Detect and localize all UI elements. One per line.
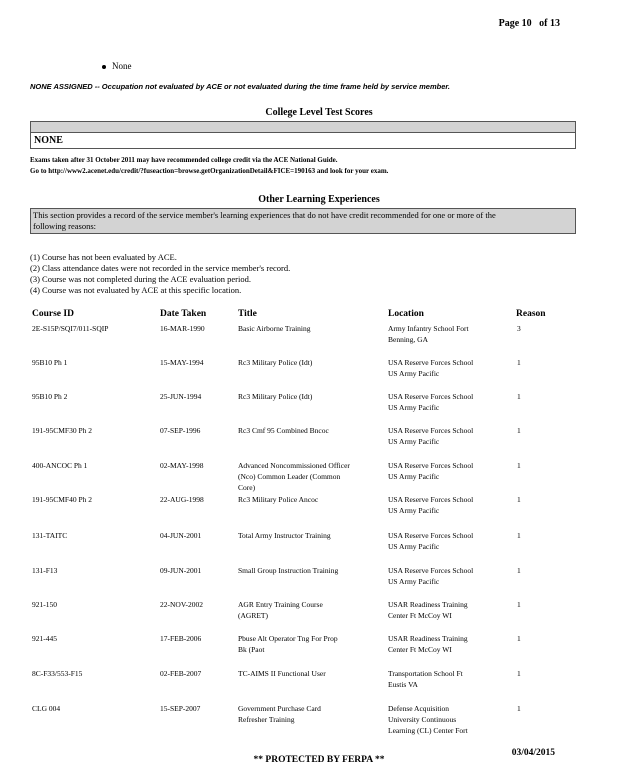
title-cell bbox=[238, 633, 380, 655]
course-id-cell: 131-TAITC bbox=[32, 531, 68, 540]
date-taken-cell: 16-MAR-1990 bbox=[160, 324, 205, 333]
location-cell-line: University Continuous bbox=[388, 715, 457, 724]
location-cell-line: Benning, GA bbox=[388, 335, 428, 344]
reason-cell: 1 bbox=[517, 669, 521, 678]
title-cell bbox=[238, 530, 380, 541]
title-cell bbox=[238, 599, 380, 621]
none-assigned-note: NONE ASSIGNED -- Occupation not evaluated by ACE or not evaluated during the time frame held by service member. bbox=[30, 82, 450, 91]
college-tests-header-bar bbox=[30, 121, 576, 133]
title-cell-line: AGR Entry Training Course bbox=[238, 600, 323, 609]
college-tests-value: NONE bbox=[30, 133, 576, 149]
title-cell bbox=[238, 494, 380, 505]
location-cell-line: Army Infantry School Fort bbox=[388, 324, 469, 333]
title-cell-line: Pbuse Alt Operator Tng For Prop bbox=[238, 634, 338, 643]
course-id-cell: 191-95CMF40 Ph 2 bbox=[32, 495, 93, 504]
location-cell bbox=[388, 425, 513, 447]
reason-item: (4) Course was not evaluated by ACE at this specific location. bbox=[30, 285, 242, 295]
date-taken-cell: 07-SEP-1996 bbox=[160, 426, 201, 435]
title-cell-line: Total Army Instructor Training bbox=[238, 531, 331, 540]
location-cell-line: USA Reserve Forces School bbox=[388, 461, 474, 470]
location-cell-line: Learning (CL) Center Fort bbox=[388, 726, 468, 735]
location-cell-line: Eustis VA bbox=[388, 680, 418, 689]
date-taken-cell: 09-JUN-2001 bbox=[160, 566, 202, 575]
reason-cell: 1 bbox=[517, 461, 521, 470]
location-cell-line: USA Reserve Forces School bbox=[388, 566, 474, 575]
course-id-cell: 8C-F33/553-F15 bbox=[32, 669, 83, 678]
location-cell-line: US Army Pacific bbox=[388, 506, 440, 515]
exam-note-line: Exams taken after 31 October 2011 may have recommended college credit via the ACE National Guide. bbox=[30, 156, 338, 164]
location-cell bbox=[388, 494, 513, 516]
course-id-cell: 95B10 Ph 2 bbox=[32, 392, 68, 401]
title-cell bbox=[238, 668, 380, 679]
location-cell bbox=[388, 391, 513, 413]
reason-item: (2) Class attendance dates were not recorded in the service member's record. bbox=[30, 263, 291, 273]
title-cell bbox=[238, 425, 380, 436]
course-id-cell: 921-445 bbox=[32, 634, 57, 643]
column-header-date-taken: Date Taken bbox=[160, 309, 207, 319]
location-cell-line: USA Reserve Forces School bbox=[388, 531, 474, 540]
reason-cell: 1 bbox=[517, 704, 521, 713]
other-learning-description bbox=[30, 208, 576, 234]
date-taken-cell: 04-JUN-2001 bbox=[160, 531, 202, 540]
date-taken-cell: 15-SEP-2007 bbox=[160, 704, 201, 713]
title-cell-line: Bk (Paot bbox=[238, 645, 265, 654]
location-cell-line: USAR Readiness Training bbox=[388, 634, 468, 643]
location-cell-line: US Army Pacific bbox=[388, 472, 440, 481]
title-cell bbox=[238, 323, 380, 334]
title-cell bbox=[238, 460, 380, 493]
location-cell-line: US Army Pacific bbox=[388, 403, 440, 412]
reason-item: (3) Course was not completed during the ACE evaluation period. bbox=[30, 274, 251, 284]
title-cell bbox=[238, 565, 380, 576]
location-cell bbox=[388, 357, 513, 379]
location-cell-line: USA Reserve Forces School bbox=[388, 392, 474, 401]
location-cell-line: Center Ft McCoy WI bbox=[388, 611, 452, 620]
title-cell bbox=[238, 391, 380, 402]
location-cell bbox=[388, 323, 513, 345]
description-line: This section provides a record of the service member's learning experiences that do not have credit recommended for one or more of the bbox=[33, 210, 496, 220]
location-cell bbox=[388, 565, 513, 587]
reason-cell: 1 bbox=[517, 495, 521, 504]
title-cell-line: Rc3 Military Police Ancoc bbox=[238, 495, 319, 504]
page-number: Page 10 of 13 bbox=[498, 18, 560, 29]
location-cell-line: Defense Acquisition bbox=[388, 704, 450, 713]
description-line: following reasons: bbox=[33, 221, 97, 231]
location-cell bbox=[388, 530, 513, 552]
column-header-reason: Reason bbox=[516, 309, 546, 319]
reason-cell: 1 bbox=[517, 634, 521, 643]
location-cell bbox=[388, 599, 513, 621]
location-cell-line: USA Reserve Forces School bbox=[388, 358, 474, 367]
date-taken-cell: 02-FEB-2007 bbox=[160, 669, 202, 678]
course-id-cell: CLG 004 bbox=[32, 704, 61, 713]
exam-note-line: Go to http://www2.acenet.edu/credit/?fuseaction=browse.getOrganizationDetail&FICE=190163 and look for your exam. bbox=[30, 167, 389, 175]
title-cell-line: Core) bbox=[238, 483, 256, 492]
title-cell-line: TC-AIMS II Functional User bbox=[238, 669, 326, 678]
reason-cell: 1 bbox=[517, 600, 521, 609]
date-taken-cell: 22-NOV-2002 bbox=[160, 600, 204, 609]
reason-item: (1) Course has not been evaluated by ACE. bbox=[30, 252, 177, 262]
location-cell bbox=[388, 460, 513, 482]
course-id-cell: 191-95CMF30 Ph 2 bbox=[32, 426, 93, 435]
date-taken-cell: 17-FEB-2006 bbox=[160, 634, 202, 643]
location-cell bbox=[388, 668, 513, 690]
occupation-bullet bbox=[102, 61, 132, 71]
location-cell bbox=[388, 633, 513, 655]
reason-cell: 3 bbox=[517, 324, 521, 333]
title-cell bbox=[238, 357, 380, 368]
location-cell-line: USAR Readiness Training bbox=[388, 600, 468, 609]
column-header-location: Location bbox=[388, 309, 424, 319]
reason-cell: 1 bbox=[517, 358, 521, 367]
location-cell-line: USA Reserve Forces School bbox=[388, 426, 474, 435]
location-cell-line: Center Ft McCoy WI bbox=[388, 645, 452, 654]
date-taken-cell: 02-MAY-1998 bbox=[160, 461, 204, 470]
course-id-cell: 95B10 Ph 1 bbox=[32, 358, 68, 367]
reason-cell: 1 bbox=[517, 566, 521, 575]
title-cell-line: Advanced Noncommissioned Officer bbox=[238, 461, 350, 470]
title-cell-line: (AGRET) bbox=[238, 611, 268, 620]
location-cell bbox=[388, 703, 513, 736]
title-cell-line: Refresher Training bbox=[238, 715, 295, 724]
title-cell-line: (Nco) Common Leader (Common bbox=[238, 472, 341, 481]
print-date: 03/04/2015 bbox=[511, 748, 555, 758]
location-cell-line: Transportation School Ft bbox=[388, 669, 463, 678]
reasons-list bbox=[30, 252, 290, 296]
reason-cell: 1 bbox=[517, 392, 521, 401]
title-cell-line: Rc3 Military Police (Idt) bbox=[238, 392, 313, 401]
location-cell-line: US Army Pacific bbox=[388, 369, 440, 378]
date-taken-cell: 22-AUG-1998 bbox=[160, 495, 204, 504]
location-cell-line: US Army Pacific bbox=[388, 577, 440, 586]
date-taken-cell: 25-JUN-1994 bbox=[160, 392, 202, 401]
reason-cell: 1 bbox=[517, 531, 521, 540]
title-cell-line: Rc3 Cmf 95 Combined Bncoc bbox=[238, 426, 329, 435]
bullet-icon bbox=[102, 65, 106, 69]
course-id-cell: 2E-S15P/SQI7/011-SQIP bbox=[32, 324, 109, 333]
occupation-bullet-text: None bbox=[112, 61, 132, 71]
title-cell bbox=[238, 703, 380, 725]
college-tests-title: College Level Test Scores bbox=[265, 107, 373, 118]
course-id-cell: 131-F13 bbox=[32, 566, 58, 575]
title-cell-line: Government Purchase Card bbox=[238, 704, 321, 713]
date-taken-cell: 15-MAY-1994 bbox=[160, 358, 204, 367]
title-cell-line: Rc3 Military Police (Idt) bbox=[238, 358, 313, 367]
course-id-cell: 921-150 bbox=[32, 600, 57, 609]
title-cell-line: Basic Airborne Training bbox=[238, 324, 311, 333]
exam-note bbox=[30, 155, 388, 177]
other-learning-title: Other Learning Experiences bbox=[258, 194, 380, 205]
location-cell-line: US Army Pacific bbox=[388, 542, 440, 551]
location-cell-line: US Army Pacific bbox=[388, 437, 440, 446]
column-header-course-id: Course ID bbox=[32, 309, 74, 319]
location-cell-line: USA Reserve Forces School bbox=[388, 495, 474, 504]
ferpa-notice: ** PROTECTED BY FERPA ** bbox=[253, 755, 385, 765]
column-header-title: Title bbox=[238, 309, 257, 319]
course-id-cell: 400-ANCOC Ph 1 bbox=[32, 461, 88, 470]
reason-cell: 1 bbox=[517, 426, 521, 435]
title-cell-line: Small Group Instruction Training bbox=[238, 566, 339, 575]
